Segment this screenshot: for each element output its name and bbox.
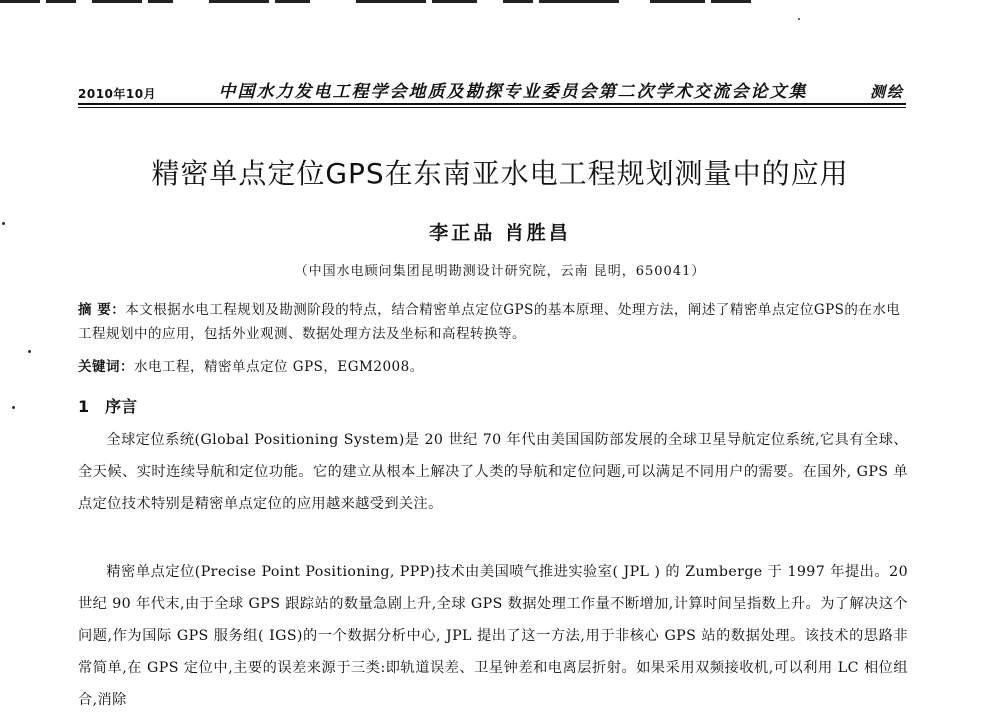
keywords-text: 水电工程，精密单点定位 GPS，EGM2008。	[134, 359, 424, 375]
running-header	[78, 74, 904, 102]
header-rule-thin	[78, 107, 906, 108]
keywords	[78, 356, 908, 378]
body-paragraph-1: 全球定位系统(Global Positioning System)是 20 世纪 70 年代由美国国防部发展的全球卫星导航定位系统,它具有全球、全天候、实时连续导航和定位功能。它的建立从根本上解决了人类的导航和定位问题,可以满足不同用户的需要。在国外, GPS 单点定位技术特别是精密单点定位的应用越来越受到关注。	[78, 432, 908, 512]
section-number: 1	[78, 397, 90, 416]
abstract-label: 摘 要：	[78, 302, 126, 318]
scan-speck	[2, 222, 5, 225]
header-journal-title: 中国水力发电工程学会地质及勘探专业委员会第二次学术交流会论文集	[218, 82, 808, 102]
scan-speck	[28, 350, 31, 353]
article-authors: 李正品 肖胜昌	[429, 222, 571, 244]
header-section: 测绘	[869, 83, 904, 101]
header-date: 2010年10月	[78, 87, 157, 101]
section-heading	[78, 394, 137, 417]
section-title: 序言	[105, 397, 138, 416]
article-affiliation: （中国水电顾问集团昆明勘测设计研究院，云南 昆明，650041）	[294, 264, 706, 279]
scan-edge-marks	[0, 0, 1000, 6]
scan-speck	[798, 18, 800, 20]
abstract-text: 本文根据水电工程规划及勘测阶段的特点，结合精密单点定位GPS的基本原理、处理方法，阐述了精密单点定位GPS的在水电工程规划中的应用，包括外业观测、数据处理方法及坐标和高程转换等。	[78, 302, 901, 342]
article-title: 精密单点定位GPS在东南亚水电工程规划测量中的应用	[151, 157, 849, 190]
scan-speck	[12, 406, 15, 409]
keywords-label: 关键词：	[78, 359, 134, 375]
header-rule	[78, 103, 906, 105]
body-paragraph-2: 精密单点定位(Precise Point Positioning, PPP)技术由美国喷气推进实验室( JPL ) 的 Zumberge 于 1997 年提出。20 世纪 90 年代末,由于全球 GPS 跟踪站的数量急剧上升,全球 GPS 数据处理工作量不断增加,计算时间呈指数上升。为了解决这个问题,作为国际 GPS 服务组( IGS)的一个数据分析中心, JPL 提出了这一方法,用于非核心 GPS 站的数据处理。该技术的思路非常简单,在 GPS 定位中,主要的误差来源于三类:即轨道误差、卫星钟差和电离层折射。如果采用双频接收机,可以利用 LC 相位组合,消除	[78, 564, 908, 708]
abstract	[78, 298, 908, 346]
